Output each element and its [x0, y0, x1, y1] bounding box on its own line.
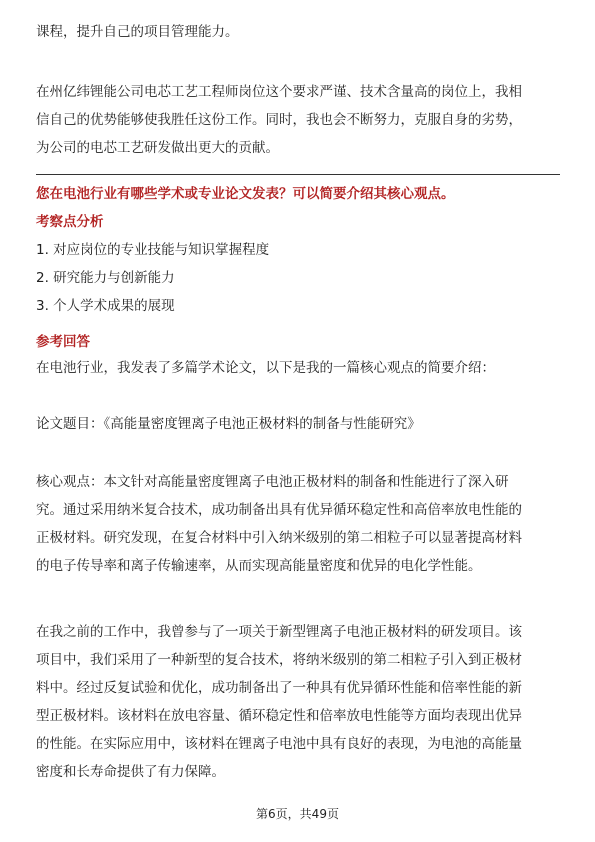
text-line: 项目中，我们采用了一种新型的复合技术，将纳米级别的第二相粒子引入到正极材	[36, 652, 522, 668]
analysis-item: 3. 个人学术成果的展现	[36, 298, 175, 314]
page-number: 第6页，共49页	[256, 807, 339, 821]
paper-title-paragraph	[36, 410, 560, 438]
text-line: 密度和长寿命提供了有力保障。	[36, 764, 225, 780]
text-line: 在我之前的工作中，我曾参与了一项关于新型锂离子电池正极材料的研发项目。该	[36, 624, 522, 640]
text-line: 型正极材料。该材料在放电容量、循环稳定性和倍率放电性能等方面均表现出优异	[36, 708, 522, 724]
text-line: 正极材料。研究发现，在复合材料中引入纳米级别的第二相粒子可以显著提高材料	[36, 530, 522, 546]
text-line: 料中。经过反复试验和优化，成功制备出了一种具有优异循环性能和倍率性能的新	[36, 680, 522, 696]
answer-intro-paragraph	[36, 354, 560, 382]
closing-paragraph	[36, 78, 560, 162]
section-divider	[36, 174, 560, 175]
analysis-item: 2. 研究能力与创新能力	[36, 270, 175, 286]
work-experience-paragraph	[36, 618, 560, 786]
text-line: 为公司的电芯工艺研发做出更大的贡献。	[36, 140, 279, 156]
text-line: 核心观点：本文针对高能量密度锂离子电池正极材料的制备和性能进行了深入研	[36, 474, 509, 490]
text-line: 的性能。在实际应用中，该材料在锂离子电池中具有良好的表现，为电池的高能量	[36, 736, 522, 752]
text-line: 信自己的优势能够使我胜任这份工作。同时，我也会不断努力，克服自身的劣势，	[36, 112, 522, 128]
text-line: 究。通过采用纳米复合技术，成功制备出具有优异循环稳定性和高倍率放电性能的	[36, 502, 522, 518]
text-line: 论文题目：《高能量密度锂离子电池正极材料的制备与性能研究》	[36, 416, 421, 432]
text-line: 在州亿纬锂能公司电芯工艺工程师岗位这个要求严谨、技术含量高的岗位上，我相	[36, 84, 522, 100]
text-line: 的电子传导率和离子传输速率，从而实现高能量密度和优异的电化学性能。	[36, 558, 482, 574]
analysis-heading: 考察点分析	[36, 214, 104, 230]
answer-heading: 参考回答	[36, 334, 90, 350]
core-viewpoint-paragraph	[36, 468, 560, 580]
text-line: 在电池行业，我发表了多篇学术论文，以下是我的一篇核心观点的简要介绍：	[36, 360, 495, 376]
interview-question: 您在电池行业有哪些学术或专业论文发表？可以简要介绍其核心观点。	[36, 186, 455, 202]
analysis-item: 1. 对应岗位的专业技能与知识掌握程度	[36, 242, 270, 258]
intro-tail-paragraph	[36, 18, 560, 46]
text-line: 课程，提升自己的项目管理能力。	[36, 24, 239, 40]
